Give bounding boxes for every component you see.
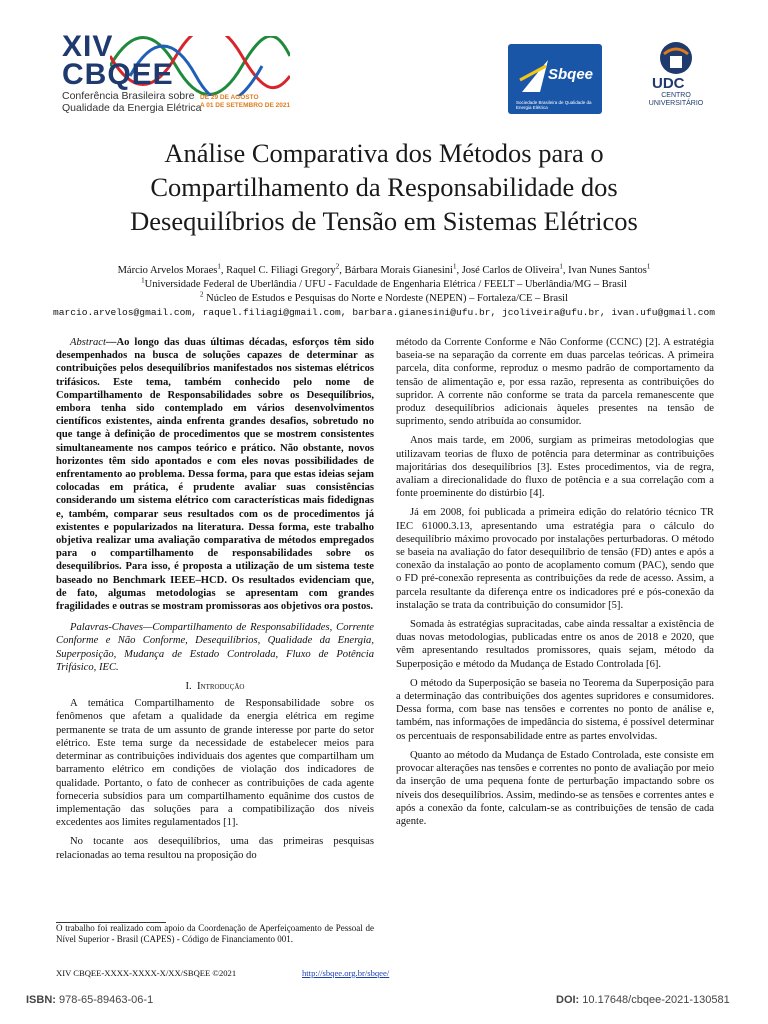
doi: [556, 994, 730, 1006]
author-emails: marcio.arvelos@gmail.com, raquel.filiagi@gmail.com, barbara.gianesini@ufu.br, jcoliveira@ufu.br, ivan.ufu@gmail.com: [52, 307, 716, 318]
isbn-label: ISBN:: [26, 994, 56, 1006]
footer-url-link[interactable]: http://sbqee.org.br/sbqee/: [302, 968, 390, 978]
cbqee-name: CBQEE: [62, 58, 174, 91]
section-title: Introdução: [197, 681, 245, 693]
section-number: I.: [185, 681, 192, 693]
affiliation-1: [24, 278, 744, 292]
udc-emblem-icon: [656, 40, 696, 76]
doi-label: DOI:: [556, 994, 580, 1006]
author-name: Raquel C. Filiagi Gregory: [226, 265, 336, 276]
left-column: [56, 336, 374, 868]
cbqee-edition: XIV: [62, 30, 114, 63]
author-affiliation-mark: 2: [335, 262, 340, 271]
sbqee-emblem-icon: [518, 56, 552, 96]
doi-value: 10.17648/cbqee-2021-130581: [582, 994, 730, 1006]
keywords: Palavras-Chaves—Compartilhamento de Responsabilidades, Corrente Conforme e Não Conforme, Desequilíbrios, Qualidade da Energia, Superposição, Mudança de Estado Controlada, Fluxo de Potência Trifásico, IEC.: [56, 622, 374, 673]
cbqee-subtitle-line-1: Conferência Brasileira sobre: [62, 90, 195, 102]
paragraph: Anos mais tarde, em 2006, surgiam as primeiras metodologias que utilizavam teorias de fluxo de potência para determinar as contribuições majoritárias dos desequilíbrios [3]. Estes procedimentos, via de regra, avaliam a direcionalidade do fluxo de potência e a sua correlação com a fonte proeminente do distúrbio [4].: [396, 435, 714, 500]
paragraph: Somada às estratégias supracitadas, cabe ainda ressaltar a existência de duas novas metodologias, publicadas entre os anos de 2018 e 2020, que vêm apresentando resultados promissores, quais sejam, método da Superposição e método da Mudança de Estado Controlada [6].: [396, 619, 714, 670]
isbn-value: 978-65-89463-06-1: [59, 994, 154, 1006]
author-name: José Carlos de Oliveira: [461, 265, 560, 276]
cbqee-dates-line-2: A 01 DE SETEMBRO DE 2021: [200, 102, 291, 109]
cbqee-logo: [60, 30, 320, 114]
cbqee-subtitle: [62, 90, 202, 114]
paper-title-line-2: Compartilhamento da Responsabilidade dos: [150, 172, 618, 202]
sbqee-name: Sbqee: [548, 66, 594, 83]
author-name: Bárbara Morais Gianesini: [344, 265, 453, 276]
udc-subtitle-line-2: UNIVERSITÁRIO: [648, 99, 704, 107]
paper-title-line-3: Desequilíbrios de Tensão em Sistemas Elétricos: [130, 206, 638, 236]
right-column: [396, 336, 714, 834]
paragraph: Quanto ao método da Mudança de Estado Controlada, este consiste em provocar alterações nas tensões e correntes no ponto de avaliação por meio da inserção de uma pequena fonte de perturbação impactando sobre os níveis dos desequilíbrios. Assim, medindo-se as tensões e correntes antes e após a conexão da fonte, calculam-se as contribuições de tensão de cada agente.: [396, 749, 714, 827]
affiliation-2-text: Núcleo de Estudos e Pesquisas do Norte e Nordeste (NEPEN) – Fortaleza/CE – Brasil: [203, 293, 568, 304]
paragraph: Já em 2008, foi publicada a primeira edição do relatório técnico TR IEC 61000.3.13, apresentando uma estratégia para o cálculo do desequilíbrio máximo provocado por instalações perturbadoras. O método se baseia na avaliação do fator desequilíbrio de tensão (FD) antes e após a conexão da instalação ao ponto de acoplamento comum (PAC), sendo que o FD pré-conexão representa as contribuições da rede de acesso. Assim, a parcela resultante da diferença entre os indicadores pré e pós-conexão da instalação se trata da contribuição do consumidor [5].: [396, 507, 714, 611]
udc-subtitle: [644, 92, 708, 107]
udc-logo: [636, 40, 716, 110]
cbqee-subtitle-line-2: Qualidade da Energia Elétrica: [62, 102, 202, 114]
udc-name: UDC: [652, 75, 685, 92]
abstract-label: Abstract: [70, 337, 106, 348]
author-block: [24, 264, 744, 306]
author-name: Ivan Nunes Santos: [568, 265, 647, 276]
affiliation-1-text: Universidade Federal de Uberlândia / UFU - Faculdade de Engenharia Elétrica / FEELT – Uberlândia/MG – Brasil: [144, 279, 627, 290]
author-affiliation-mark: 1: [452, 262, 457, 271]
paper-title: [40, 136, 728, 238]
cbqee-dates-line-1: DE 29 DE AGOSTO: [200, 94, 259, 101]
affiliation-1-mark: 1: [141, 276, 145, 285]
isbn: [26, 994, 153, 1006]
paragraph: A temática Compartilhamento de Responsabilidade sobre os fenômenos que afetam a qualidade da energia elétrica em regime permanente se trata de um assunto de grande interesse por parte do setor elétrico. Este tema surge da necessidade de estabelecer meios para determinar as contribuições individuais dos agentes que compartilham um barramento elétrico em condições de violação dos indicadores de qualidade. Portanto, o fato de conhecer as contribuições de cada agente forneceria subsídios para um compartilhamento equânime dos custos de implementação das soluções para a compatibilização dos níveis excedentes aos limites regulamentados [1].: [56, 698, 374, 829]
sbqee-subtitle: Sociedade Brasileira de Qualidade da Energia Elétrica: [516, 100, 592, 110]
paper-title-line-1: Análise Comparativa dos Métodos para o: [164, 138, 604, 168]
abstract-text: —Ao longo das duas últimas décadas, esforços têm sido desempenhados na busca de soluções capazes de determinar as contribuições pelos desequilíbrios manifestados nos sistemas elétricos trifásicos. Este tema, também conhecido pelo nome de Compartilhamento de Responsabilidades sobre os Desequilíbrios, embora tenha sido contemplado em vários desenvolvimentos científicos existentes, ainda enfrenta grandes desafios, sobretudo no que tange à definição de procedimentos que se mostrem consistentes simultaneamente nos campos teórico e prático. Não obstante, novos horizontes têm sido apontados e com eles novas possibilidades de enfrentamento ao problema. Dessa forma, para que estas ideias sejam colocadas em prática, é prudente avaliar suas consistências considerando um sistema elétrico com características mais fidedignas e, também, comparar seus resultados com os de procedimentos já existentes e popularizados na literatura. Dessa forma, este trabalho objetiva realizar uma avaliação comparativa de métodos empregados para o compartilhamento de responsabilidades sobre os desequilíbrios. Para isso, é proposta a utilização de um sistema teste baseado no Benchmark IEEE–HCD. Os resultados evidenciam que, de fato, algumas metodologias se apresentam com grandes fragilidades e outras se mostram promissoras aos objetivos ora postos.: [56, 337, 374, 613]
affiliation-2-mark: 2: [199, 290, 204, 299]
udc-subtitle-line-1: CENTRO: [661, 92, 691, 99]
affiliation-2: [24, 292, 744, 306]
paragraph: O método da Superposição se baseia no Teorema da Superposição para a determinação das contribuições dos agentes supridores e consumidores. Dessa forma, com base nas tensões e correntes no ponto de análise e, também, nas informações de impedância do sistema, é possível determinar os percentuais de responsabilidade entre as partes envolvidas.: [396, 677, 714, 742]
author-affiliation-mark: 1: [217, 262, 221, 271]
paragraph: No tocante aos desequilíbrios, uma das primeiras pesquisas relacionadas ao tema resultou na proposição do: [56, 836, 374, 861]
author-name: Márcio Arvelos Moraes: [117, 265, 218, 276]
author-list: Márcio Arvelos Moraes$^1$, Raquel C. Filiagi Gregory$^2$, Bárbara Morais Gianesini$^1$, José Carlos de Oliveira$^1$, Ivan Nunes Santos$^1$: [117, 262, 651, 276]
paragraph: método da Corrente Conforme e Não Conforme (CCNC) [2]. A estratégia baseia-se na separação da corrente em duas parcelas teóricas. A primeira parcela, dita conforme, reproduz o mesmo padrão de comportamento da tensão de alimentação e, por essa razão, representa as contribuições do supridor. A corrente não conforme se trata da parcela remanescente que produz desequilíbrios adicionais àqueles presentes na tensão de suprimento, sendo atribuída ao consumidor.: [396, 337, 714, 428]
section-heading-introduction: [56, 680, 374, 693]
sbqee-logo: [508, 44, 602, 114]
author-affiliation-mark: 1: [646, 262, 651, 271]
abstract: [56, 336, 374, 613]
author-affiliation-mark: 1: [559, 262, 563, 271]
footnote: O trabalho foi realizado com apoio da Coordenação de Aperfeiçoamento de Pessoal de Nível Superior - Brasil (CAPES) - Código de Financiamento 001.: [56, 923, 374, 944]
cbqee-dates: [200, 94, 290, 110]
footer-paper-code: XIV CBQEE-XXXX-XXXX-X/XX/SBQEE ©2021: [56, 968, 237, 978]
